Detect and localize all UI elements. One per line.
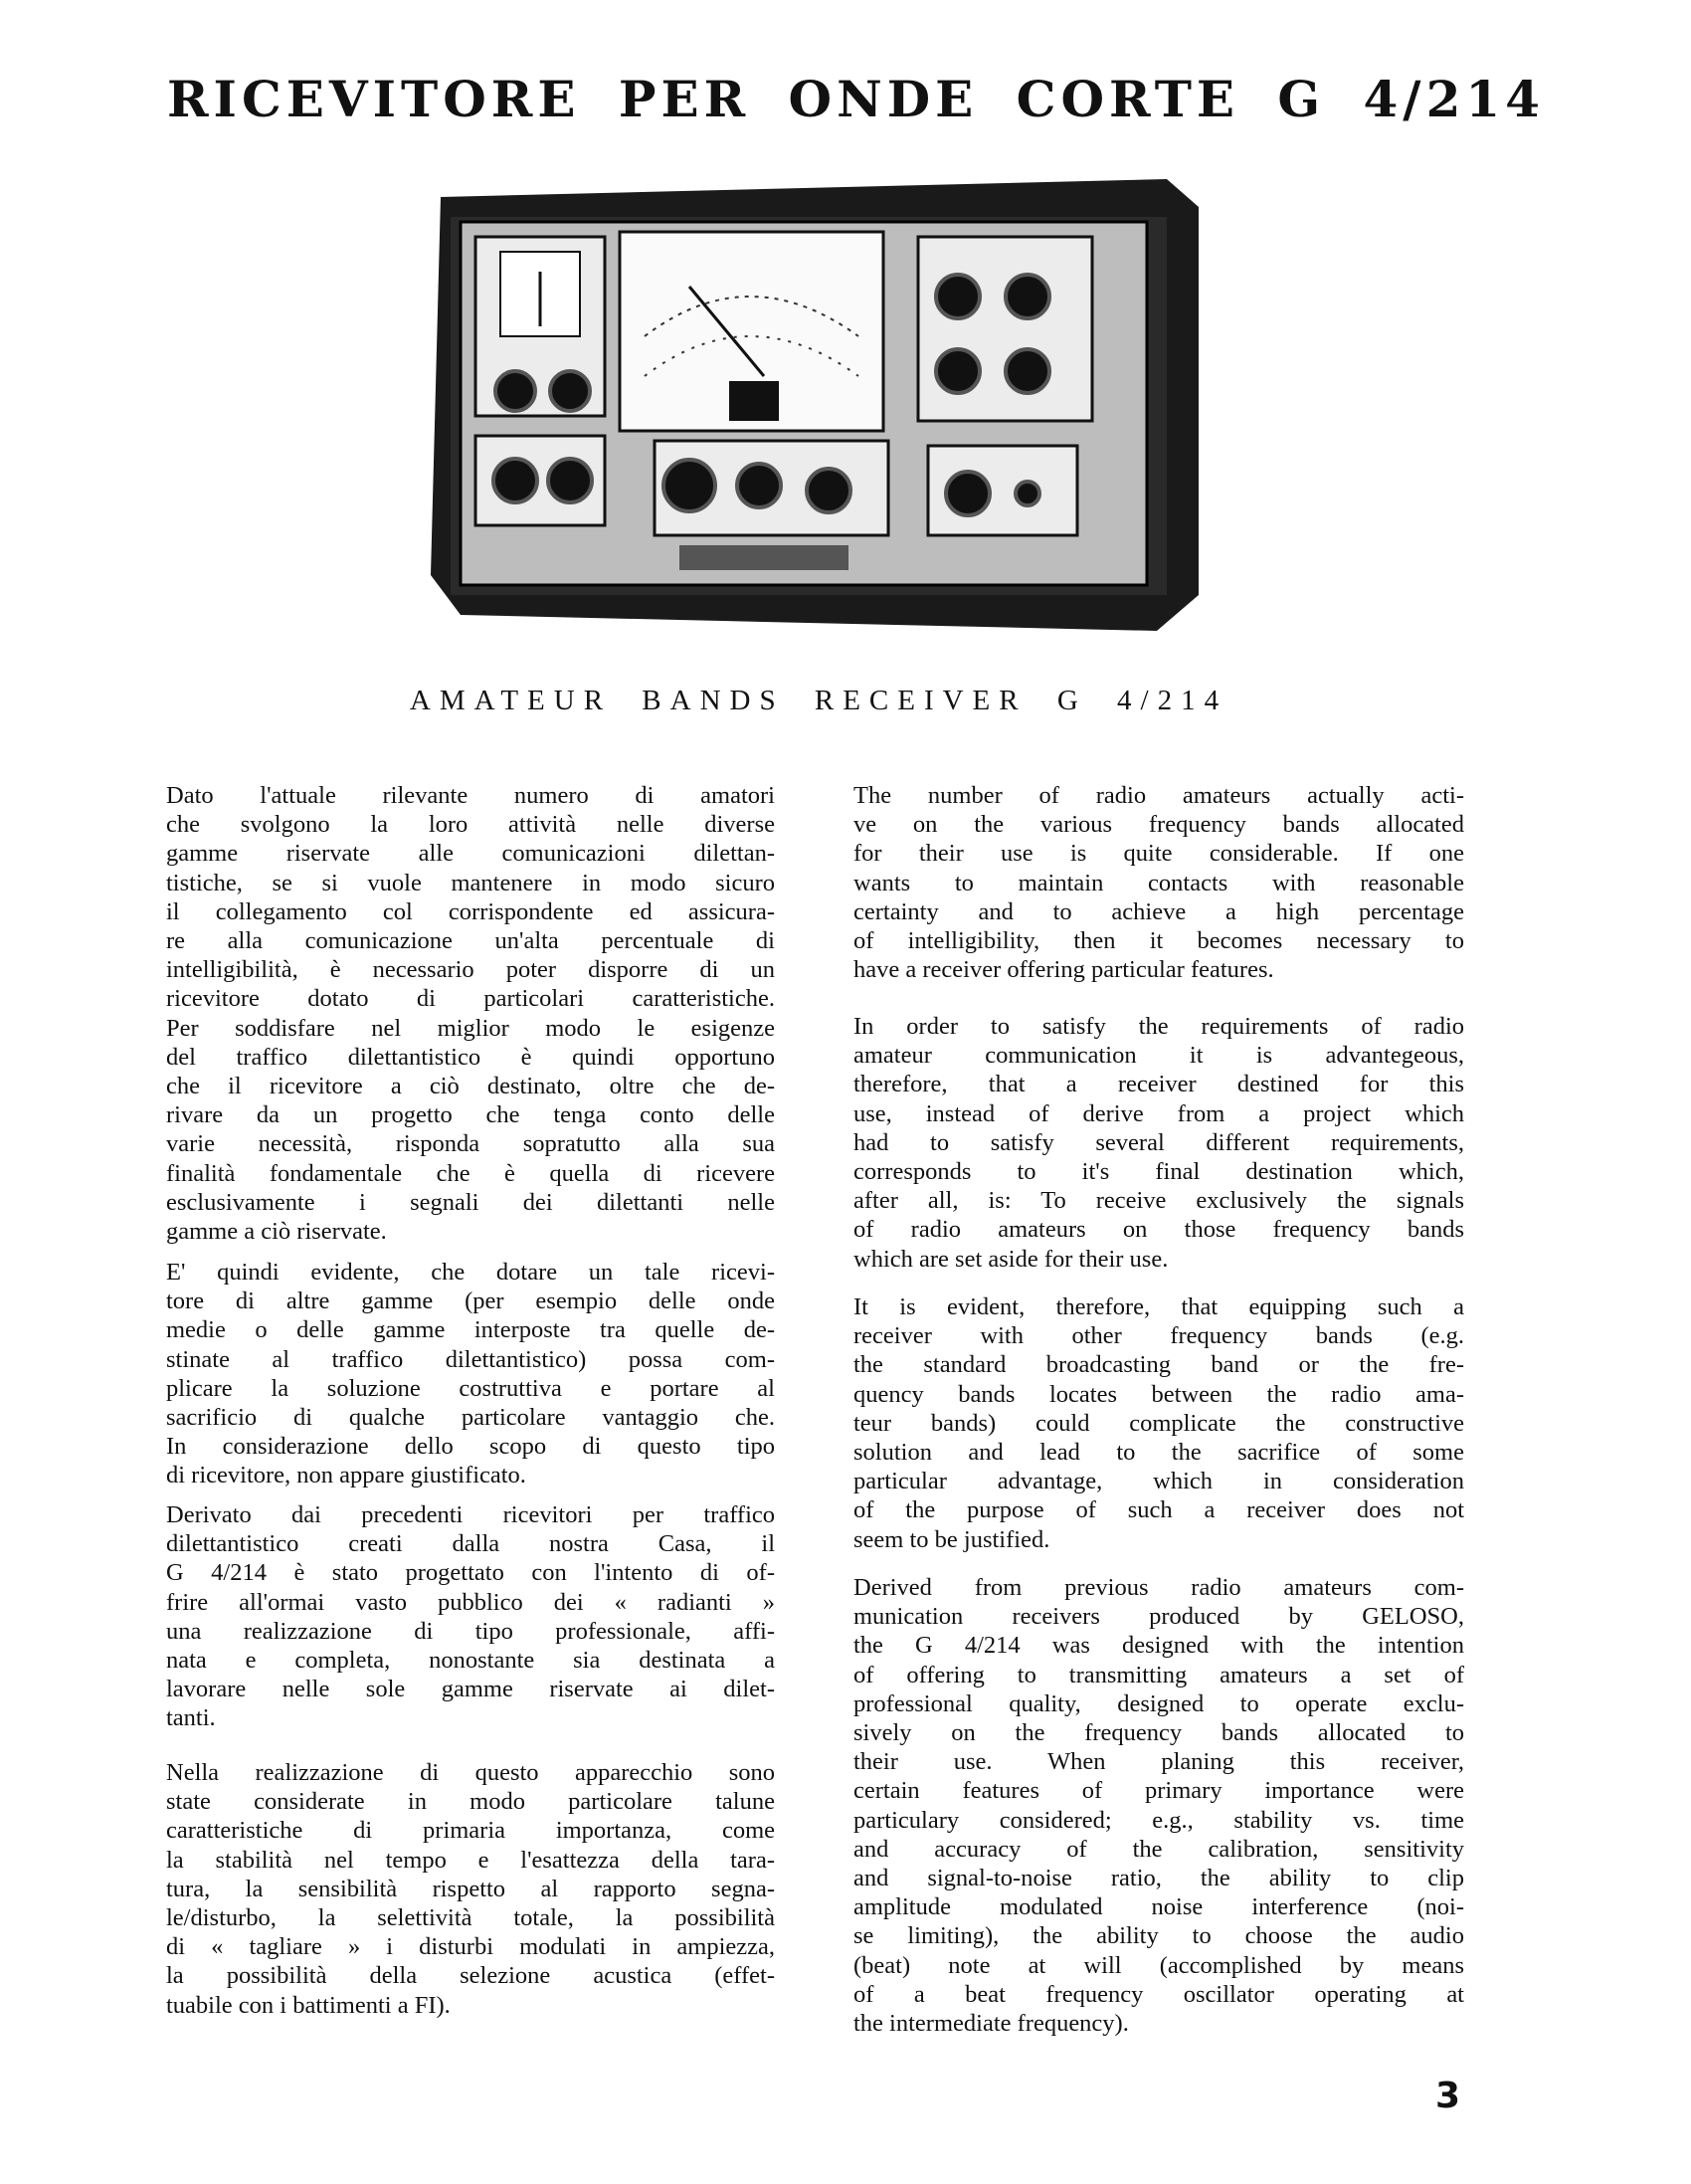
text-line: of offering to transmitting amateurs a set of (853, 1661, 1464, 1688)
text-line: rivare da un progetto che tenga conto delle (166, 1101, 775, 1129)
text-line: therefore, that a receiver destined for this (853, 1071, 1464, 1098)
text-line: del traffico dilettantistico è quindi opportuno (166, 1043, 775, 1071)
text-line: the standard broadcasting band or the fre- (853, 1351, 1464, 1379)
text-line: frire all'ormai vasto pubblico dei « radianti » (166, 1588, 775, 1616)
text-line: solution and lead to the sacrifice of some (853, 1439, 1464, 1467)
text-line: gamme riservate alle comunicazioni dilettan- (166, 840, 775, 868)
text-line: stinate al traffico dilettantistico) possa com- (166, 1345, 775, 1373)
text-line: amateur communication it is advantegeous, (853, 1042, 1464, 1070)
text-line: che svolgono la loro attività nelle diverse (166, 811, 775, 839)
text-line: varie necessità, risponda sopratutto alla sua (166, 1130, 775, 1158)
text-line: certain features of primary importance were (853, 1777, 1464, 1805)
text-line: have a receiver offering particular features. (853, 956, 1274, 984)
text-line: Per soddisfare nel miglior modo le esigenze (166, 1014, 775, 1042)
text-line: professional quality, designed to operate exclu- (853, 1689, 1464, 1717)
text-line: ve on the various frequency bands allocated (853, 811, 1464, 839)
text-line: In order to satisfy the requirements of radio (853, 1013, 1464, 1040)
paragraph (166, 781, 775, 1246)
paragraph (166, 1500, 775, 1733)
text-line: which are set aside for their use. (853, 1245, 1169, 1273)
text-line: of intelligibility, then it becomes necessary to (853, 927, 1464, 955)
text-line: tistiche, se si vuole mantenere in modo sicuro (166, 869, 775, 896)
text-line: wants to maintain contacts with reasonable (853, 869, 1464, 896)
text-line: of the purpose of such a receiver does not (853, 1496, 1464, 1524)
text-line: (beat) note at will (accomplished by means (853, 1951, 1464, 1979)
text-line: re alla comunicazione un'alta percentuale di (166, 927, 775, 955)
text-line: Derived from previous radio amateurs com- (853, 1574, 1464, 1601)
text-line: intelligibilità, è necessario poter disporre di un (166, 956, 775, 984)
text-line: la stabilità nel tempo e l'esattezza della tara- (166, 1846, 775, 1874)
text-line: tuabile con i battimenti a FI). (166, 1991, 451, 2019)
paragraph (166, 1758, 775, 2020)
text-line: It is evident, therefore, that equipping such a (853, 1293, 1464, 1320)
text-line: una realizzazione di tipo professionale, affi- (166, 1617, 775, 1645)
text-line: and accuracy of the calibration, sensitivity (853, 1835, 1464, 1863)
text-line: il collegamento col corrispondente ed assicura- (166, 897, 775, 925)
text-line: tore di altre gamme (per esempio delle onde (166, 1288, 775, 1315)
text-line: che il ricevitore a ciò destinato, oltre che de- (166, 1073, 775, 1100)
text-line: tura, la sensibilità rispetto al rapporto segna- (166, 1875, 775, 1902)
text-line: nata e completa, nonostante sia destinata a (166, 1647, 775, 1675)
text-line: dilettantistico creati dalla nostra Casa, il (166, 1530, 775, 1558)
text-line: after all, is: To receive exclusively the signals (853, 1187, 1464, 1215)
text-line: esclusivamente i segnali dei dilettanti nelle (166, 1188, 775, 1216)
paragraph (853, 1292, 1464, 1554)
text-line: In considerazione dello scopo di questo tipo (166, 1433, 775, 1461)
text-line: Nella realizzazione di questo apparecchio sono (166, 1759, 775, 1786)
text-line: Derivato dai precedenti ricevitori per traffico (166, 1501, 775, 1528)
text-line: corresponds to it's final destination which, (853, 1158, 1464, 1186)
text-line: la possibilità della selezione acustica (effet- (166, 1962, 775, 1990)
text-line: particular advantage, which in consideration (853, 1468, 1464, 1495)
text-line: the intermediate frequency). (853, 2010, 1129, 2038)
text-line: certainty and to achieve a high percentage (853, 897, 1464, 925)
text-line: of radio amateurs on those frequency bands (853, 1216, 1464, 1244)
text-line: se limiting), the ability to choose the audio (853, 1922, 1464, 1950)
text-line: Dato l'attuale rilevante numero di amatori (166, 782, 775, 809)
text-line: receiver with other frequency bands (e.g. (853, 1322, 1464, 1350)
text-line: plicare la soluzione costruttiva e portare al (166, 1374, 775, 1402)
text-line: had to satisfy several different requirements, (853, 1128, 1464, 1156)
text-line: The number of radio amateurs actually acti- (853, 782, 1464, 809)
text-line: medie o delle gamme interposte tra quelle de- (166, 1316, 775, 1344)
text-line: amplitude modulated noise interference (noi- (853, 1893, 1464, 1921)
text-line: for their use is quite considerable. If one (853, 840, 1464, 868)
page-subtitle: AMATEUR BANDS RECEIVER G 4/214 (409, 685, 1228, 716)
paragraph (853, 1012, 1464, 1274)
text-line: state considerate in modo particolare talune (166, 1788, 775, 1816)
page-number: 3 (1435, 2076, 1461, 2116)
text-line: sacrificio di qualche particolare vantaggio che. (166, 1404, 775, 1432)
text-line: E' quindi evidente, che dotare un tale ricevi- (166, 1259, 775, 1286)
text-line: caratteristiche di primaria importanza, come (166, 1817, 775, 1845)
text-line: munication receivers produced by GELOSO, (853, 1603, 1464, 1631)
paragraph (853, 781, 1464, 984)
text-line: their use. When planing this receiver, (853, 1748, 1464, 1776)
text-line: the G 4/214 was designed with the intention (853, 1632, 1464, 1660)
text-line: tanti. (166, 1704, 216, 1732)
text-line: le/disturbo, la selettività totale, la possibilità (166, 1904, 775, 1932)
text-line: lavorare nelle sole gamme riservate ai dilet- (166, 1676, 775, 1703)
text-line: G 4/214 è stato progettato con l'intento di of- (166, 1559, 775, 1587)
page-title: RICEVITORE PER ONDE CORTE G 4/214 (167, 70, 1545, 128)
text-line: use, instead of derive from a project which (853, 1099, 1464, 1127)
text-line: di ricevitore, non appare giustificato. (166, 1462, 526, 1489)
text-line: and signal-to-noise ratio, the ability to clip (853, 1865, 1464, 1892)
text-line: of a beat frequency oscillator operating at (853, 1980, 1464, 2008)
text-line: di « tagliare » i disturbi modulati in ampiezza, (166, 1933, 775, 1961)
text-line: seem to be justified. (853, 1525, 1050, 1553)
text-line: teur bands) could complicate the constructive (853, 1409, 1464, 1437)
text-line: particulary considered; e.g., stability vs. time (853, 1806, 1464, 1834)
text-line: gamme a ciò riservate. (166, 1218, 387, 1246)
receiver-photo (431, 177, 1199, 631)
text-line: quency bands locates between the radio ama- (853, 1380, 1464, 1408)
paragraph (166, 1258, 775, 1490)
paragraph (853, 1573, 1464, 2038)
text-line: sively on the frequency bands allocated to (853, 1719, 1464, 1747)
text-line: finalità fondamentale che è quella di ricevere (166, 1159, 775, 1187)
text-line: ricevitore dotato di particolari caratteristiche. (166, 985, 775, 1013)
